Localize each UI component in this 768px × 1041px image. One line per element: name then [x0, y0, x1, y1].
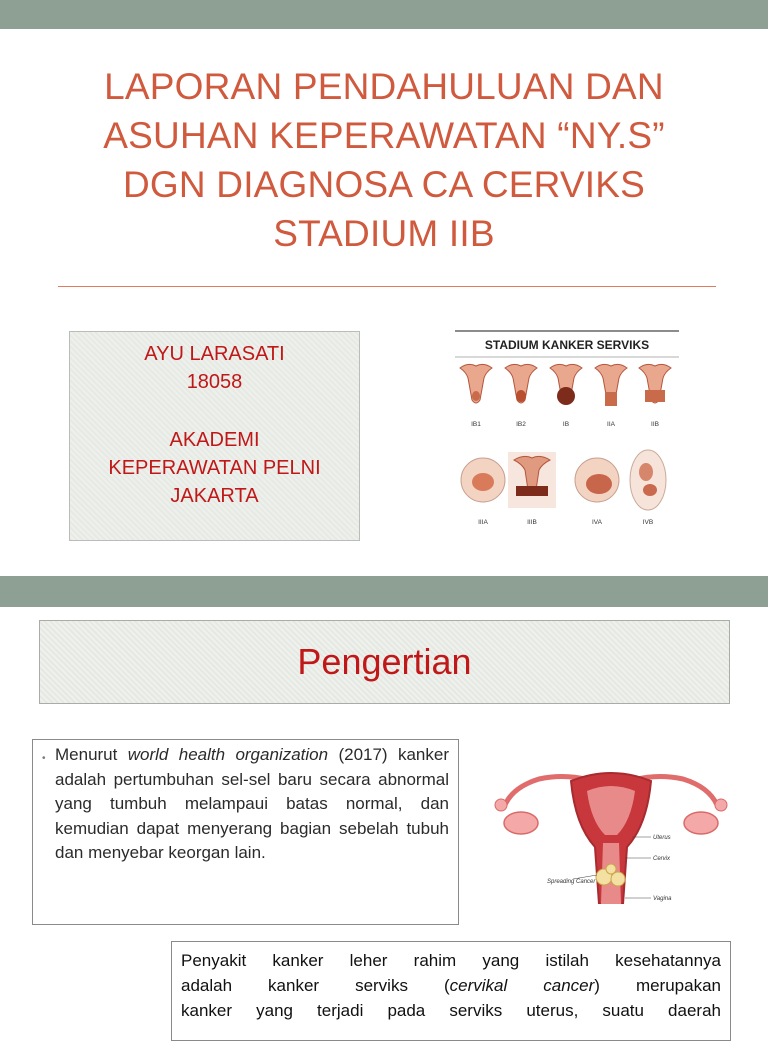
institution-line: KEPERAWATAN PELNI — [108, 457, 321, 479]
stage-label: IB2 — [516, 421, 526, 428]
author-box — [69, 331, 360, 541]
description-box — [171, 941, 731, 1041]
uterus-icon — [550, 364, 582, 405]
uterus-icon — [595, 364, 627, 406]
stage-label: IIB — [651, 421, 659, 428]
cervix-label: Cervix — [653, 856, 671, 862]
title-divider — [58, 286, 716, 287]
stage-label: IVA — [592, 519, 602, 526]
stage-label: IIIB — [527, 519, 537, 526]
uterus-icon — [508, 452, 556, 508]
author-name: AYU LARASATI — [144, 343, 285, 365]
pelvis-icon — [575, 458, 619, 502]
figure-heading: STADIUM KANKER SERVIKS — [484, 338, 650, 352]
institution-line: JAKARTA — [170, 485, 259, 507]
bullet-icon: • — [42, 753, 46, 764]
uterus-icon — [460, 364, 492, 403]
uterus-icon — [505, 364, 537, 403]
definition-italic: world health organization — [127, 745, 329, 764]
description-text: adalah kanker serviks ( — [181, 976, 450, 995]
definition-text-start: Menurut — [55, 745, 128, 764]
pelvis-icon — [461, 458, 505, 502]
description-text: ) merupakan — [594, 976, 721, 995]
title-line: STADIUM IIB — [273, 213, 495, 254]
cervical-cancer-stages-figure — [453, 330, 681, 532]
stage-label: IB1 — [471, 421, 481, 428]
stage-label: IIA — [607, 421, 615, 428]
description-italic: cervikal cancer — [449, 976, 595, 995]
uterus-cancer-illustration — [487, 765, 735, 904]
institution-line: AKADEMI — [169, 429, 260, 451]
description-line: kanker yang terjadi pada serviks uterus, suatu daerah — [181, 1001, 721, 1020]
definition-box — [32, 739, 459, 925]
description-line: Penyakit kanker leher rahim yang istilah kesehatannya — [181, 951, 721, 970]
top-band — [0, 0, 768, 29]
stage-label: IB — [562, 421, 570, 428]
stage-label: IVB — [642, 519, 654, 526]
description-line — [181, 973, 721, 998]
body-icon — [630, 450, 666, 510]
stage-icons-row1 — [460, 364, 671, 406]
author-id: 18058 — [186, 371, 243, 393]
spreading-cancer-label: Spreading Cancer — [547, 879, 596, 885]
title-line: LAPORAN PENDAHULUAN DAN — [104, 66, 664, 107]
slide-title — [40, 62, 728, 258]
slide-separator-band — [0, 576, 768, 607]
uterus-label: Uterus — [653, 835, 671, 841]
section-heading-box — [39, 620, 730, 704]
section-heading: Pengertian — [297, 641, 472, 682]
stage-icons-row2 — [461, 450, 666, 510]
title-line: ASUHAN KEPERAWATAN “NY.S” — [103, 115, 665, 156]
title-line: DGN DIAGNOSA CA CERVIKS — [122, 164, 646, 205]
vagina-label: Vagina — [653, 896, 672, 902]
definition-text-end: (2017) kanker adalah pertumbuhan sel-sel baru secara abnormal yang tumbuh melampaui batas normal, dan kemudian dapat menyerang bagian sebelah tubuh dan menyebar keorgan lain. — [55, 745, 449, 862]
uterus-icon — [639, 364, 671, 403]
stage-label: IIIA — [478, 519, 488, 526]
